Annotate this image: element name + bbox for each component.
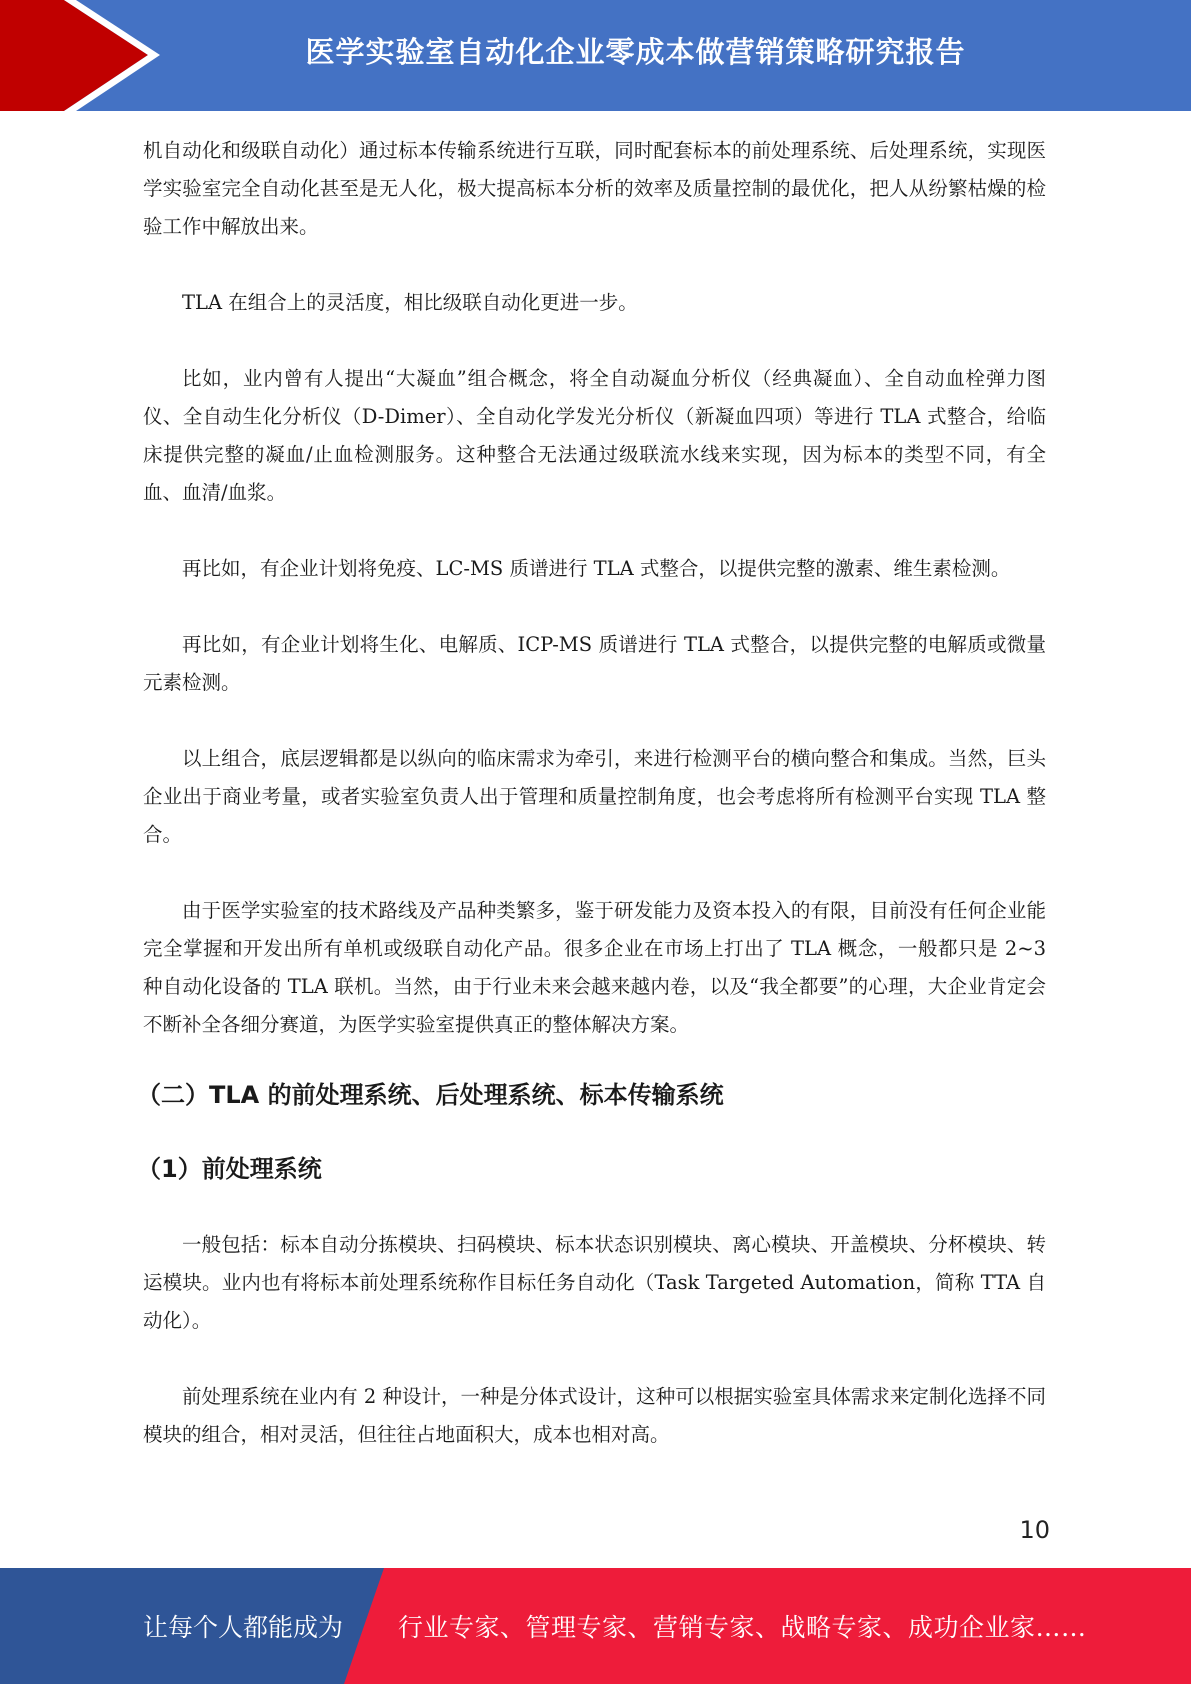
header-bar — [0, 0, 1191, 111]
paragraph-9: 前处理系统在业内有 2 种设计，一种是分体式设计，这种可以根据实验室具体需求来定制化选择不同模块的组合，相对灵活，但往往占地面积大，成本也相对高。 — [143, 1385, 1046, 1446]
paragraph-5: 再比如，有企业计划将生化、电解质、ICP-MS 质谱进行 TLA 式整合，以提供完整的电解质或微量元素检测。 — [143, 633, 1046, 694]
paragraph-6: 以上组合，底层逻辑都是以纵向的临床需求为牵引，来进行检测平台的横向整合和集成。当然，巨头企业出于商业考量，或者实验室负责人出于管理和质量控制角度，也会考虑将所有检测平台实现 TLA 整合。 — [143, 747, 1046, 846]
header-arrow-decoration — [0, 0, 160, 111]
paragraph-4: 再比如，有企业计划将免疫、LC-MS 质谱进行 TLA 式整合，以提供完整的激素、维生素检测。 — [182, 557, 1011, 580]
paragraph-1: 机自动化和级联自动化）通过标本传输系统进行互联，同时配套标本的前处理系统、后处理系统，实现医学实验室完全自动化甚至是无人化，极大提高标本分析的效率及质量控制的最优化，把人从纷繁枯燥的检验工作中解放出来。 — [143, 139, 1046, 238]
subsection-heading: （1）前处理系统 — [137, 1155, 322, 1183]
footer-slogan-left: 让每个人都能成为 — [143, 1613, 344, 1642]
document-body — [137, 132, 1046, 1492]
section-heading: （二）TLA 的前处理系统、后处理系统、标本传输系统 — [137, 1081, 724, 1109]
footer-bar — [0, 1568, 1191, 1684]
paragraph-8: 一般包括：标本自动分拣模块、扫码模块、标本状态识别模块、离心模块、开盖模块、分杯模块、转运模块。业内也有将标本前处理系统称作目标任务自动化（Task Targeted Automation，简称 TTA 自动化）。 — [143, 1233, 1046, 1332]
page-number: 10 — [1019, 1516, 1050, 1544]
footer-slogan-right: 行业专家、管理专家、营销专家、战略专家、成功企业家…… — [398, 1613, 1087, 1642]
paragraph-2: TLA 在组合上的灵活度，相比级联自动化更进一步。 — [182, 291, 638, 314]
paragraph-3: 比如，业内曾有人提出“大凝血”组合概念，将全自动凝血分析仪（经典凝血）、全自动血栓弹力图仪、全自动生化分析仪（D-Dimer）、全自动化学发光分析仪（新凝血四项）等进行 TLA 式整合，给临床提供完整的凝血/止血检测服务。这种整合无法通过级联流水线来实现，因为标本的类型不同，有全血、血清/血浆。 — [143, 367, 1046, 504]
document-title: 医学实验室自动化企业零成本做营销策略研究报告 — [305, 34, 966, 69]
paragraph-7: 由于医学实验室的技术路线及产品种类繁多，鉴于研发能力及资本投入的有限，目前没有任何企业能完全掌握和开发出所有单机或级联自动化产品。很多企业在市场上打出了 TLA 概念，一般都只是 2~3 种自动化设备的 TLA 联机。当然，由于行业未来会越来越内卷，以及“我全都要”的心理，大企业肯定会不断补全各细分赛道，为医学实验室提供真正的整体解决方案。 — [143, 899, 1046, 1036]
